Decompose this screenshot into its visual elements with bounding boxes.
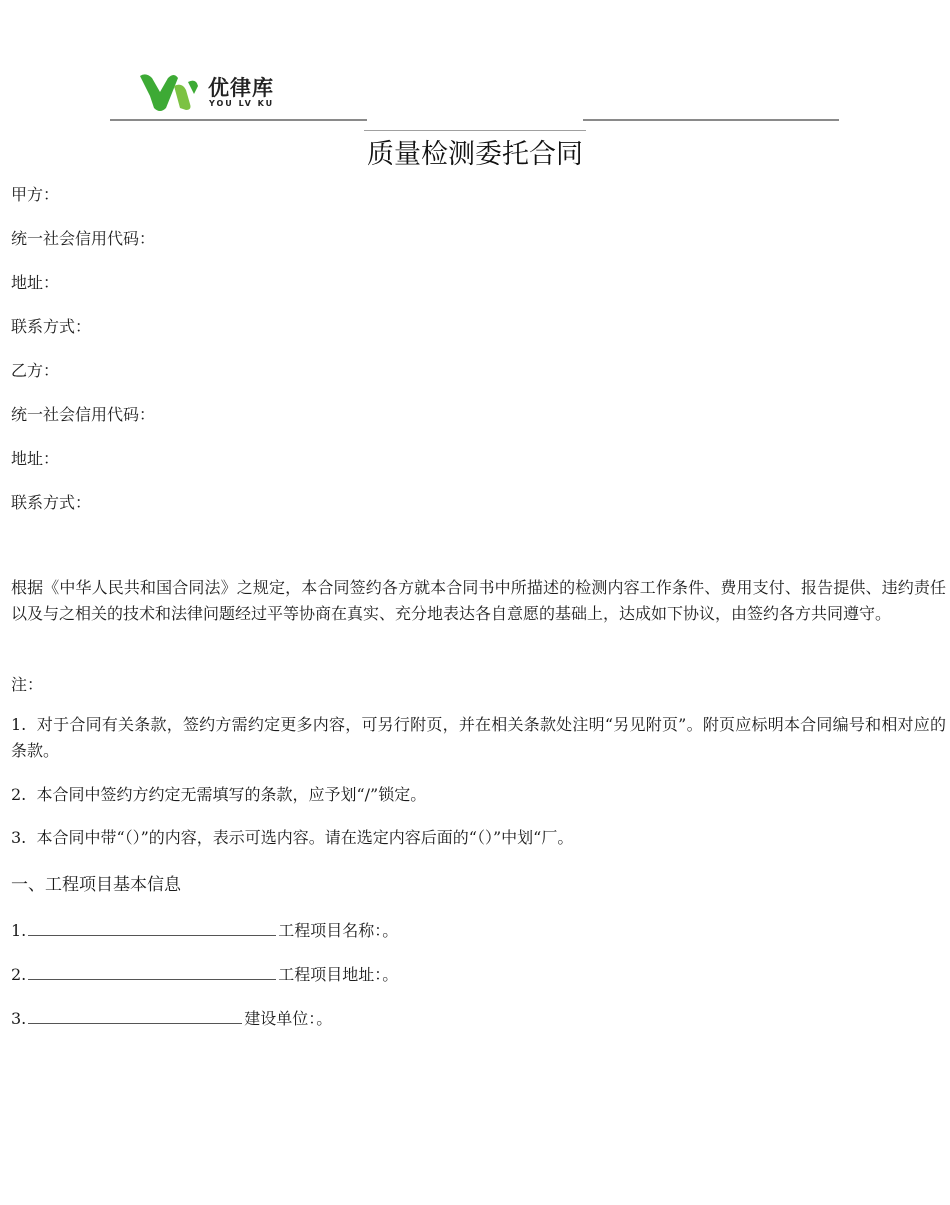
company-logo [138,70,288,114]
logo-mark-icon [138,70,204,114]
logo-subtext: YOU LV KU [209,99,275,108]
logo-text: 优律库 [208,76,274,100]
party-a-address-label: 地址： [11,273,60,292]
party-a-contact-label: 联系方式： [11,317,92,336]
note-item [11,782,946,808]
party-b-label: 乙方： [11,361,60,380]
note-number: 3. [11,828,27,847]
fill-in-blank[interactable] [28,965,276,980]
form-row-number: 2. [11,965,27,984]
section-heading: 一、工程项目基本信息 [11,875,181,895]
form-row-number: 1. [11,921,27,940]
title-overline [364,130,586,131]
party-a-label: 甲方： [11,185,60,204]
notes-heading: 注： [11,675,44,694]
note-text: 本合同中带“（）”的内容，表示可选内容。请在选定内容后面的“（）”中划“厂。 [36,828,574,847]
header-rule-right [583,119,839,121]
party-a-code-label: 统一社会信用代码： [11,229,156,248]
fill-in-blank[interactable] [28,921,276,936]
form-row [11,918,398,941]
party-b-code-label: 统一社会信用代码： [11,405,156,424]
header-rule-left [110,119,367,121]
fill-in-blank[interactable] [28,1009,242,1024]
note-text: 本合同中签约方约定无需填写的条款，应予划“/”锁定。 [36,785,427,804]
note-item [11,712,946,764]
form-row [11,962,398,985]
form-row-label: 工程项目名称：。 [278,921,399,940]
form-row [11,1006,332,1029]
note-number: 1. [11,715,27,734]
note-item [11,825,946,851]
document-title: 质量检测委托合同 [367,139,583,170]
form-row-label: 建设单位：。 [244,1009,333,1028]
party-b-contact-label: 联系方式： [11,493,92,512]
form-row-number: 3. [11,1009,27,1028]
preamble-paragraph: 根据《中华人民共和国合同法》之规定，本合同签约各方就本合同书中所描述的检测内容工作条件、费用支付、报告提供、违约责任以及与之相关的技术和法律问题经过平等协商在真实、充分地表达各自意愿的基础上，达成如下协议，由签约各方共同遵守。 [11,578,946,623]
form-row-label: 工程项目地址：。 [278,965,399,984]
note-number: 2. [11,785,27,804]
party-b-address-label: 地址： [11,449,60,468]
note-text: 对于合同有关条款，签约方需约定更多内容，可另行附页，并在相关条款处注明“另见附页”。附页应标明本合同编号和相对应的条款。 [11,715,947,760]
